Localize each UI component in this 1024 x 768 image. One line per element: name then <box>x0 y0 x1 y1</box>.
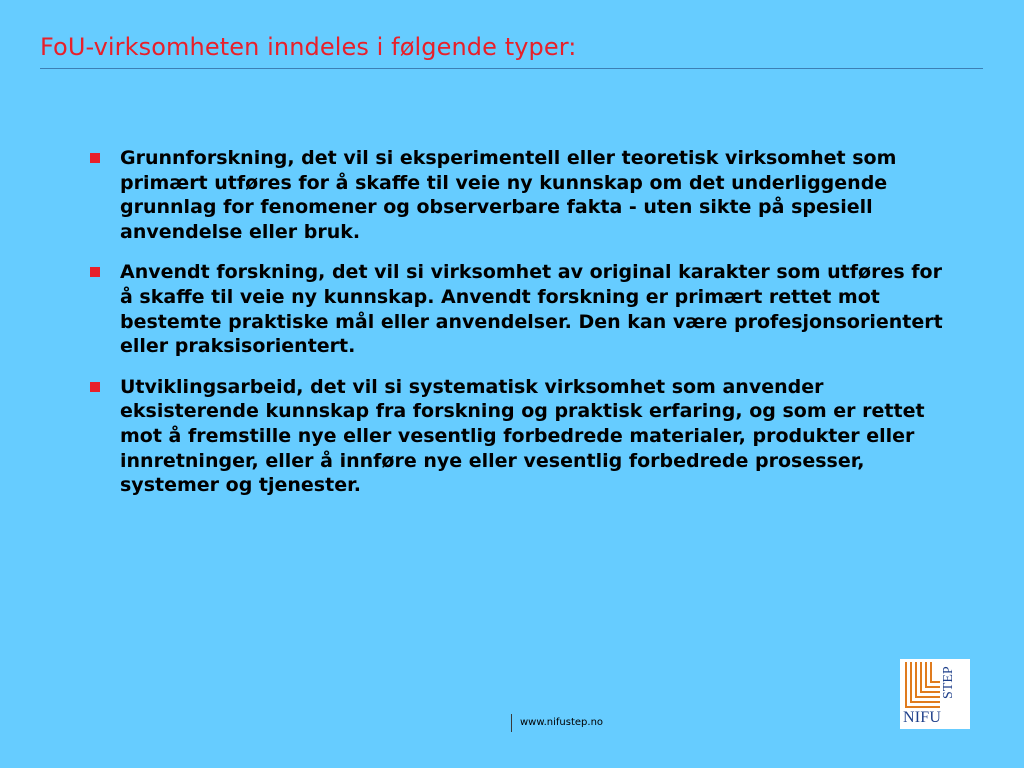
square-bullet-icon <box>90 382 100 392</box>
bullet-item-grunnforskning <box>90 146 960 244</box>
bullet-item-anvendt-forskning <box>90 260 960 358</box>
bullet-text: Grunnforskning, det vil si eksperimentell eller teoretisk virksomhet som primært utføres for å skaffe til veie ny kunnskap om det underliggende grunnlag for fenomener og observerbare fakta - uten sikte på spesiell anvendelse eller bruk. <box>120 147 897 243</box>
bullet-item-utviklingsarbeid <box>90 375 960 498</box>
logo-wordmark-step: STEP <box>941 666 956 699</box>
bullet-list <box>90 146 960 514</box>
nifu-step-logo <box>900 659 970 729</box>
footer-divider <box>511 714 512 732</box>
title-underline <box>40 68 983 69</box>
bullet-text: Utviklingsarbeid, det vil si systematisk virksomhet som anvender eksisterende kunnskap fra forskning og praktisk erfaring, og som er rettet mot å fremstille nye eller vesentlig forbedrede materialer, produkter eller innretninger, eller å innføre nye eller vesentlig forbedrede prosesser, systemer og tjenester. <box>120 375 925 497</box>
square-bullet-icon <box>90 267 100 277</box>
logo-wordmark-nifu: NIFU <box>903 709 942 726</box>
footer-url: www.nifustep.no <box>520 717 604 728</box>
slide-title: FoU-virksomheten inndeles i følgende typer: <box>40 33 577 61</box>
bullet-text: Anvendt forskning, det vil si virksomhet av original karakter som utføres for å skaffe til veie ny kunnskap. Anvendt forskning er primært rettet mot bestemte praktiske mål eller anvendelser. Den kan være profesjonsorientert eller praksisorientert. <box>120 261 943 358</box>
square-bullet-icon <box>90 153 100 163</box>
